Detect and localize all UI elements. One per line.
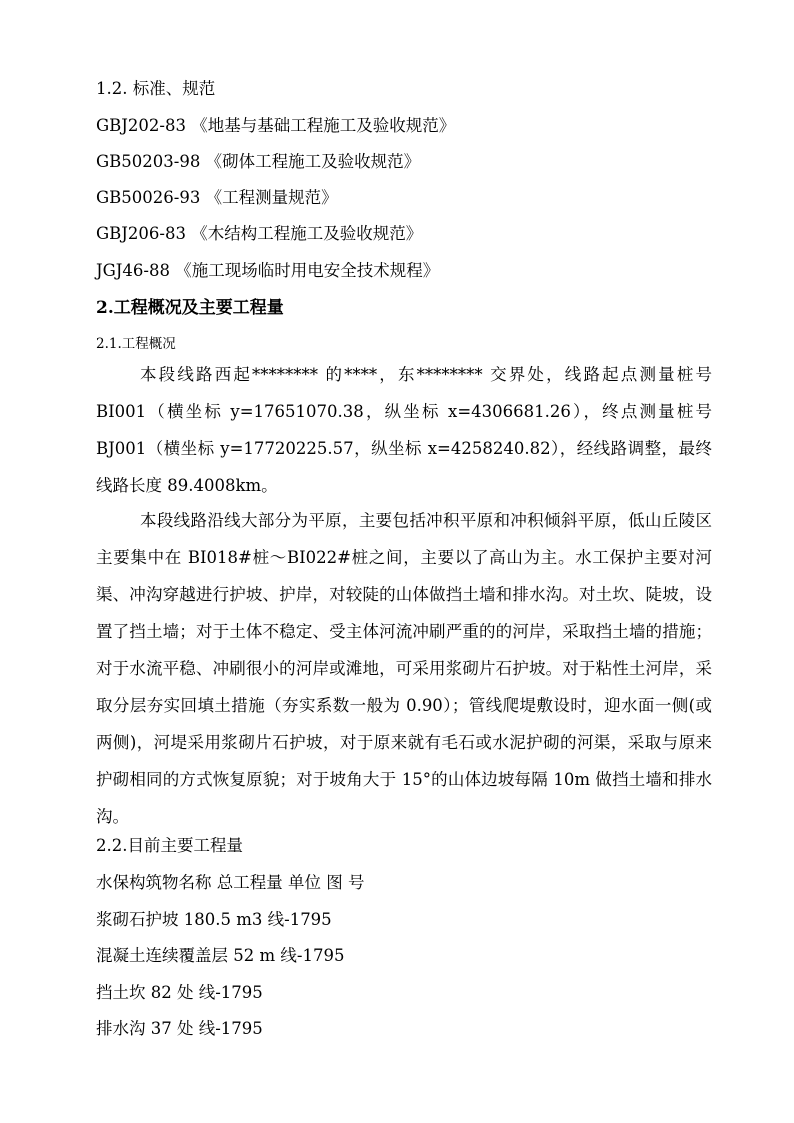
overview-paragraph-2: 本段线路沿线大部分为平原，主要包括冲积平原和冲积倾斜平原，低山丘陵区主要集中在 BI018#桩～BI022#桩之间，主要以了高山为主。水工保护主要对河渠、冲沟穿越进行护坡、护岸，对较陡的山体做挡土墙和排水沟。对土坎、陡坡，设置了挡土墙；对于土体不稳定、受主体河流冲刷严重的的河岸，采取挡土墙的措施；对于水流平稳、冲刷很小的河岸或滩地，可采用浆砌片石护坡。对于粘性土河岸，采取分层夯实回填土措施（夯实系数一般为 0.90）；管线爬堤敷设时，迎水面一侧(或两侧)，河堤采用浆砌片石护坡，对于原来就有毛石或水泥护砌的河渠，采取与原来护砌相同的方式恢复原貌；对于坡角大于 15°的山体边坡每隔 10m 做挡土墙和排水沟。 (96, 511, 712, 826)
quantity-row: 排水沟 37 处 线-1795 (96, 1019, 263, 1038)
section-1-2-heading: 1.2. 标准、规范 (96, 79, 216, 98)
section-2-heading: 2.工程概况及主要工程量 (96, 298, 284, 318)
overview-paragraph-1: 本段线路西起******** 的****，东******** 交界处，线路起点测量桩号 BI001（横坐标 y=17651070.38，纵坐标 x=4306681.26），终点测量桩号 BJ001（横坐标 y=17720225.57，纵坐标 x=4258240.82），经线路调整，最终线路长度 89.4008km。 (96, 365, 712, 495)
standard-item: JGJ46-88 《施工现场临时用电安全技术规程》 (96, 261, 440, 280)
standard-item: GBJ206-83 《木结构工程施工及验收规范》 (96, 224, 423, 243)
standard-item: GBJ202-83 《地基与基础工程施工及验收规范》 (96, 116, 456, 135)
quantity-row: 混凝土连续覆盖层 52 m 线-1795 (96, 946, 345, 965)
quantity-row: 浆砌石护坡 180.5 m3 线-1795 (96, 910, 332, 929)
quantity-table-header: 水保构筑物名称 总工程量 单位 图 号 (96, 873, 365, 892)
section-2-2-heading: 2.2.目前主要工程量 (96, 836, 243, 855)
section-2-1-heading: 2.1.工程概况 (96, 336, 176, 352)
quantity-row: 挡土坎 82 处 线-1795 (96, 983, 263, 1002)
standard-item: GB50026-93 《工程测量规范》 (96, 188, 338, 207)
standard-item: GB50203-98 《砌体工程施工及验收规范》 (96, 152, 421, 171)
